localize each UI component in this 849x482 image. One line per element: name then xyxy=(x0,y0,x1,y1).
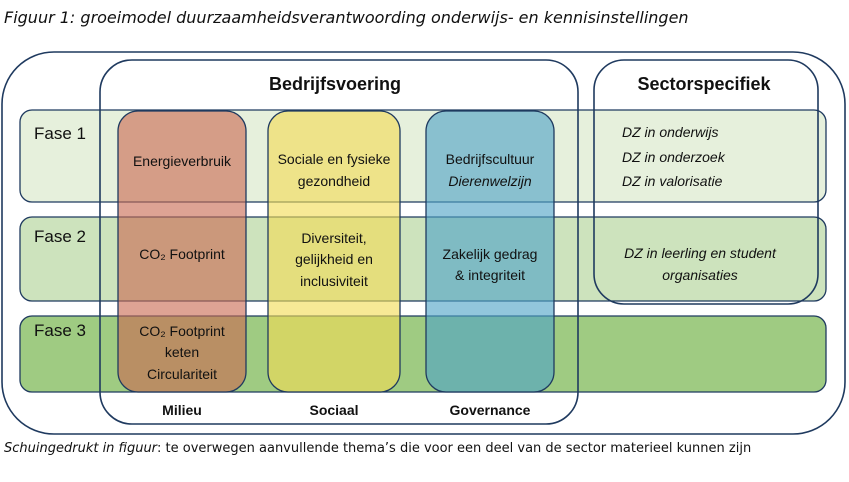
cell-sociaal-fase2-line3: inclusiviteit xyxy=(300,273,368,289)
cell-sector-fase2-line1: DZ in leerling en student xyxy=(624,245,776,261)
header-bedrijfsvoering: Bedrijfsvoering xyxy=(268,74,402,94)
footnote xyxy=(4,440,844,457)
cell-sector-fase1-line1: DZ in onderwijs xyxy=(622,124,719,140)
cell-milieu-fase1: Energieverbruik xyxy=(132,153,232,169)
header-sectorspecifiek: Sectorspecifiek xyxy=(637,74,771,94)
cell-milieu-fase2: CO₂ Footprint xyxy=(139,246,225,262)
cell-sociaal-fase2-line2: gelijkheid en xyxy=(295,251,373,267)
cell-milieu-fase3-line3: Circulariteit xyxy=(146,366,218,382)
column-label-milieu: Milieu xyxy=(162,402,202,418)
cell-sector-fase1-line3: DZ in valorisatie xyxy=(622,173,723,189)
figure-caption: Figuur 1: groeimodel duurzaamheidsverantwoording onderwijs- en kennisinstellingen xyxy=(4,8,689,27)
cell-governance-fase2-line2: & integriteit xyxy=(454,267,526,283)
cell-milieu-fase3-line1: CO₂ Footprint xyxy=(139,323,225,339)
phase-label-2: Fase 2 xyxy=(34,227,86,246)
phase-label-3: Fase 3 xyxy=(34,321,86,340)
footnote-emphasis: Schuingedrukt in figuur xyxy=(4,441,158,456)
column-label-governance: Governance xyxy=(449,402,531,418)
cell-milieu-fase3-line2: keten xyxy=(164,344,200,360)
cell-sociaal-fase1-line1: Sociale en fysieke xyxy=(277,151,391,167)
phase-label-1: Fase 1 xyxy=(34,124,86,143)
cell-governance-fase1-line2: Dierenwelzijn xyxy=(448,173,532,189)
column-label-sociaal: Sociaal xyxy=(309,402,359,418)
footnote-text: : te overwegen aanvullende thema’s die voor een deel van de sector materieel kunnen zijn xyxy=(157,441,752,456)
cell-governance-fase2-line1: Zakelijk gedrag xyxy=(442,246,538,262)
cell-sector-fase1-line2: DZ in onderzoek xyxy=(622,149,725,165)
cell-governance-fase1-line1: Bedrijfscultuur xyxy=(445,151,535,167)
cell-sociaal-fase1-line2: gezondheid xyxy=(297,173,371,189)
cell-sociaal-fase2-line1: Diversiteit, xyxy=(301,230,367,246)
cell-sector-fase2-line2: organisaties xyxy=(662,267,738,283)
